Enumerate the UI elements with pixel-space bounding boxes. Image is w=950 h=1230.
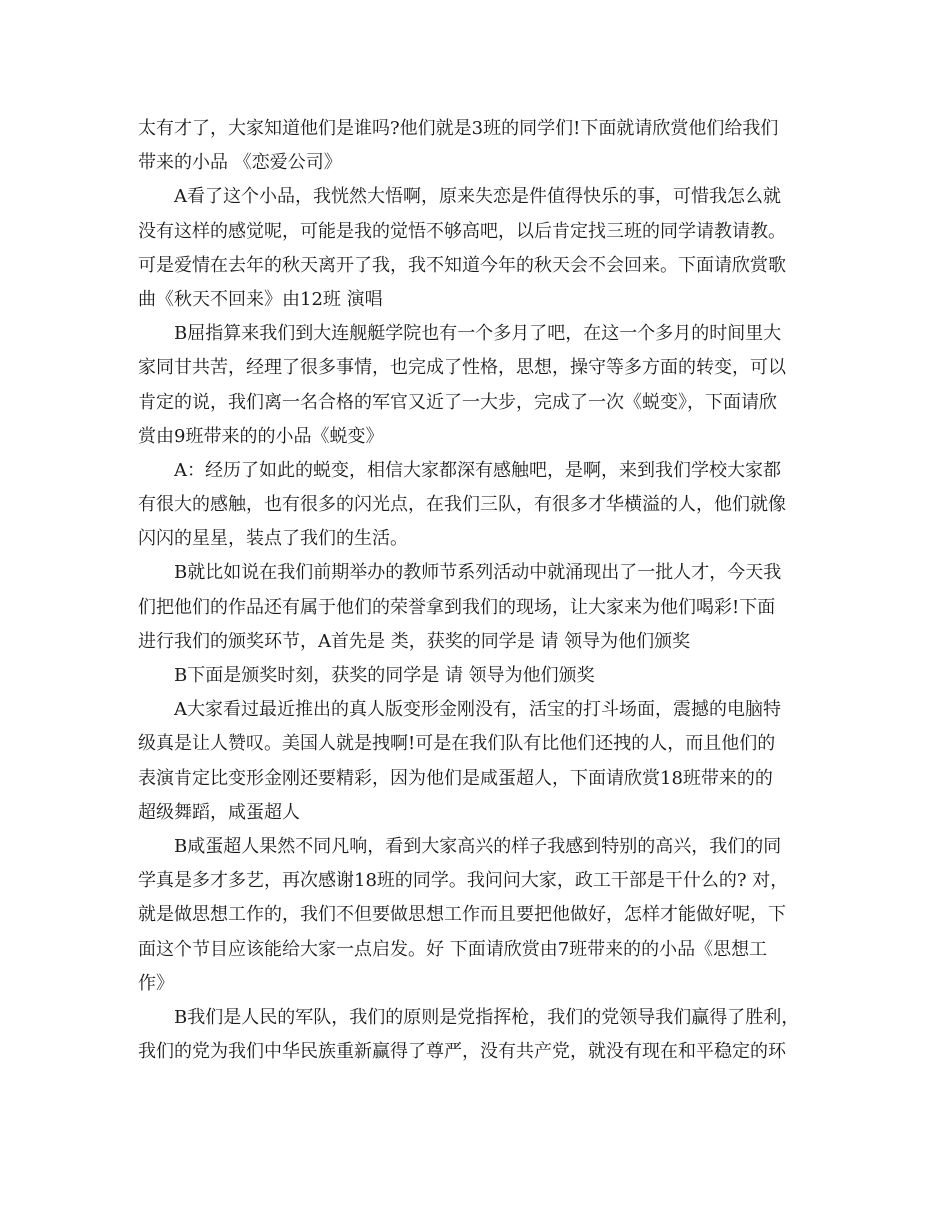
text-line: 家同甘共苦，经理了很多事情，也完成了性格，思想，操守等多方面的转变，可以 [138, 357, 786, 379]
text-line: B就比如说在我们前期举办的教师节系列活动中就涌现出了一批人才，今天我 [174, 562, 782, 584]
text-line: 进行我们的颁奖环节，A首先是 类，获奖的同学是 请 领导为他们颁奖 [138, 630, 691, 652]
text-line: 面这个节目应该能给大家一点启发。好 下面请欣赏由7班带来的的小品《思想工 [138, 938, 768, 960]
text-line: 有很大的感触，也有很多的闪光点，在我们三队，有很多才华横溢的人，他们就像 [138, 494, 786, 516]
text-line: 可是爱情在去年的秋天离开了我，我不知道今年的秋天会不会回来。下面请欣赏歌 [138, 254, 786, 276]
text-line: 太有才了，大家知道他们是谁吗?他们就是3班的同学们!下面就请欣赏他们给我们 [138, 118, 779, 139]
text-line: 带来的小品 《恋爱公司》 [138, 152, 342, 174]
text-line: 闪闪的星星，装点了我们的生活。 [138, 528, 408, 550]
body-text [138, 112, 814, 1069]
text-line: B下面是颁奖时刻，获奖的同学是 请 领导为他们颁奖 [174, 665, 595, 686]
text-line: B我们是人民的军队，我们的原则是党指挥枪，我们的党领导我们赢得了胜利， [174, 1006, 800, 1028]
text-line: 就是做思想工作的，我们不但要做思想工作而且要把他做好，怎样才能做好呢，下 [138, 904, 786, 926]
text-line: 赏由9班带来的的小品《蜕变》 [138, 425, 384, 447]
text-line: A看了这个小品，我恍然大悟啊，原来失恋是件值得快乐的事，可惜我怎么就 [174, 186, 781, 208]
text-line: A：经历了如此的蜕变，相信大家都深有感触吧，是啊，来到我们学校大家都 [174, 459, 781, 481]
text-line: 作》 [138, 972, 174, 994]
text-line: 学真是多才多艺，再次感谢18班的同学。我问问大家，政工干部是干什么的? 对， [138, 870, 789, 892]
text-line: B咸蛋超人果然不同凡响，看到大家高兴的样子我感到特别的高兴，我们的同 [174, 835, 782, 857]
text-line: 肯定的说，我们离一名合格的军官又近了一大步，完成了一次《蜕变》，下面请欣 [138, 391, 777, 413]
text-line: 们把他们的作品还有属于他们的荣誉拿到我们的现场，让大家来为他们喝彩!下面 [138, 596, 776, 618]
text-line: 超级舞蹈，咸蛋超人 [138, 801, 300, 823]
text-line: 没有这样的感觉呢，可能是我的觉悟不够高吧，以后肯定找三班的同学请教请教。 [138, 220, 786, 242]
text-line: B屈指算来我们到大连舰艇学院也有一个多月了吧，在这一个多月的时间里大 [174, 323, 782, 345]
text-line: 表演肯定比变形金刚还要精彩，因为他们是咸蛋超人，下面请欣赏18班带来的的 [138, 767, 773, 789]
text-line: 我们的党为我们中华民族重新赢得了尊严，没有共产党，就没有现在和平稳定的环 [138, 1041, 786, 1063]
text-line: A大家看过最近推出的真人版变形金刚没有，活宝的打斗场面，震撼的电脑特 [174, 699, 781, 721]
text-line: 级真是让人赞叹。美国人就是拽啊!可是在我们队有比他们还拽的人，而且他们的 [138, 733, 776, 755]
text-line: 曲《秋天不回来》由12班 演唱 [138, 288, 383, 310]
